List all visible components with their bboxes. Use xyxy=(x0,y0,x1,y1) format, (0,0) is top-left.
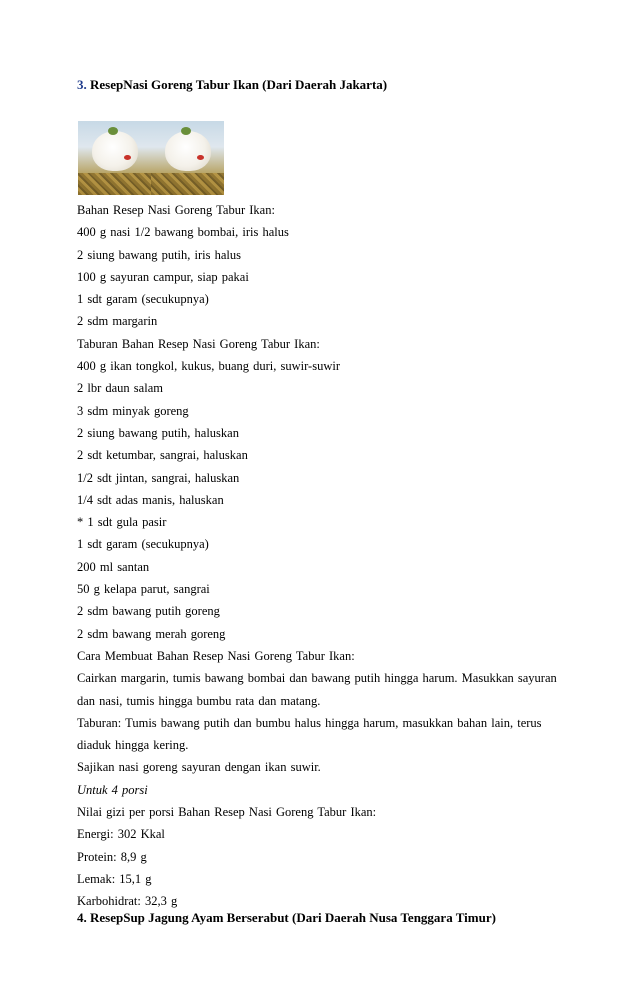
topping-line: 2 sdt ketumbar, sangrai, haluskan xyxy=(77,448,248,463)
ingredient-line: 2 siung bawang putih, iris halus xyxy=(77,247,242,262)
method-heading: Cara Membuat Bahan Resep Nasi Goreng Tabur Ikan: xyxy=(77,648,355,663)
nutrition-line: Energi: 302 Kkal xyxy=(77,827,165,842)
photo-panel-left xyxy=(78,121,151,195)
method-line: dan nasi, tumis hingga bumbu rata dan matang. xyxy=(77,693,321,708)
ingredient-line: 2 sdm margarin xyxy=(77,314,158,329)
method-line: Taburan: Tumis bawang putih dan bumbu halus hingga harum, masukkan bahan lain, terus xyxy=(77,715,542,730)
nutrition-line: Karbohidrat: 32,3 g xyxy=(77,894,178,909)
topping-line: 2 sdm bawang putih goreng xyxy=(77,604,220,619)
topping-line: 1 sdt garam (secukupnya) xyxy=(77,537,209,552)
method-line: Cairkan margarin, tumis bawang bombai dan bawang putih hingga harum. Masukkan sayuran xyxy=(77,671,557,686)
topping-line: 1/2 sdt jintan, sangrai, haluskan xyxy=(77,470,240,485)
method-line: diaduk hingga kering. xyxy=(77,738,189,753)
topping-line: 400 g ikan tongkol, kukus, buang duri, suwir-suwir xyxy=(77,359,340,374)
topping-line: * 1 sdt gula pasir xyxy=(77,515,167,530)
topping-heading: Taburan Bahan Resep Nasi Goreng Tabur Ikan: xyxy=(77,336,320,351)
topping-line: 3 sdm minyak goreng xyxy=(77,403,189,418)
topping-line: 2 siung bawang putih, haluskan xyxy=(77,425,239,440)
topping-line: 50 g kelapa parut, sangrai xyxy=(77,582,210,597)
photo-panel-right xyxy=(151,121,224,195)
nutrition-line: Protein: 8,9 g xyxy=(77,849,147,864)
servings-note: Untuk 4 porsi xyxy=(77,782,148,797)
section-3-title: ResepNasi Goreng Tabur Ikan (Dari Daerah Jakarta) xyxy=(90,77,388,92)
topping-line: 2 sdm bawang merah goreng xyxy=(77,626,226,641)
nutrition-line: Lemak: 15,1 g xyxy=(77,871,152,886)
recipe-body xyxy=(77,199,577,913)
ingredient-line: 1 sdt garam (secukupnya) xyxy=(77,292,209,307)
ingredient-line: 400 g nasi 1/2 bawang bombai, iris halus xyxy=(77,225,289,240)
ingredient-line: 100 g sayuran campur, siap pakai xyxy=(77,269,249,284)
ingredients-heading: Bahan Resep Nasi Goreng Tabur Ikan: xyxy=(77,203,275,217)
section-3-heading xyxy=(77,77,387,93)
topping-line: 1/4 sdt adas manis, haluskan xyxy=(77,492,224,507)
topping-line: 200 ml santan xyxy=(77,559,150,574)
nutrition-heading: Nilai gizi per porsi Bahan Resep Nasi Goreng Tabur Ikan: xyxy=(77,805,377,820)
method-line: Sajikan nasi goreng sayuran dengan ikan suwir. xyxy=(77,760,321,775)
section-4-heading: 4. ResepSup Jagung Ayam Berserabut (Dari Daerah Nusa Tenggara Timur) xyxy=(77,910,496,925)
topping-line: 2 lbr daun salam xyxy=(77,381,163,396)
section-3-number: 3. xyxy=(77,77,87,92)
nasi-goreng-photo xyxy=(78,121,224,195)
